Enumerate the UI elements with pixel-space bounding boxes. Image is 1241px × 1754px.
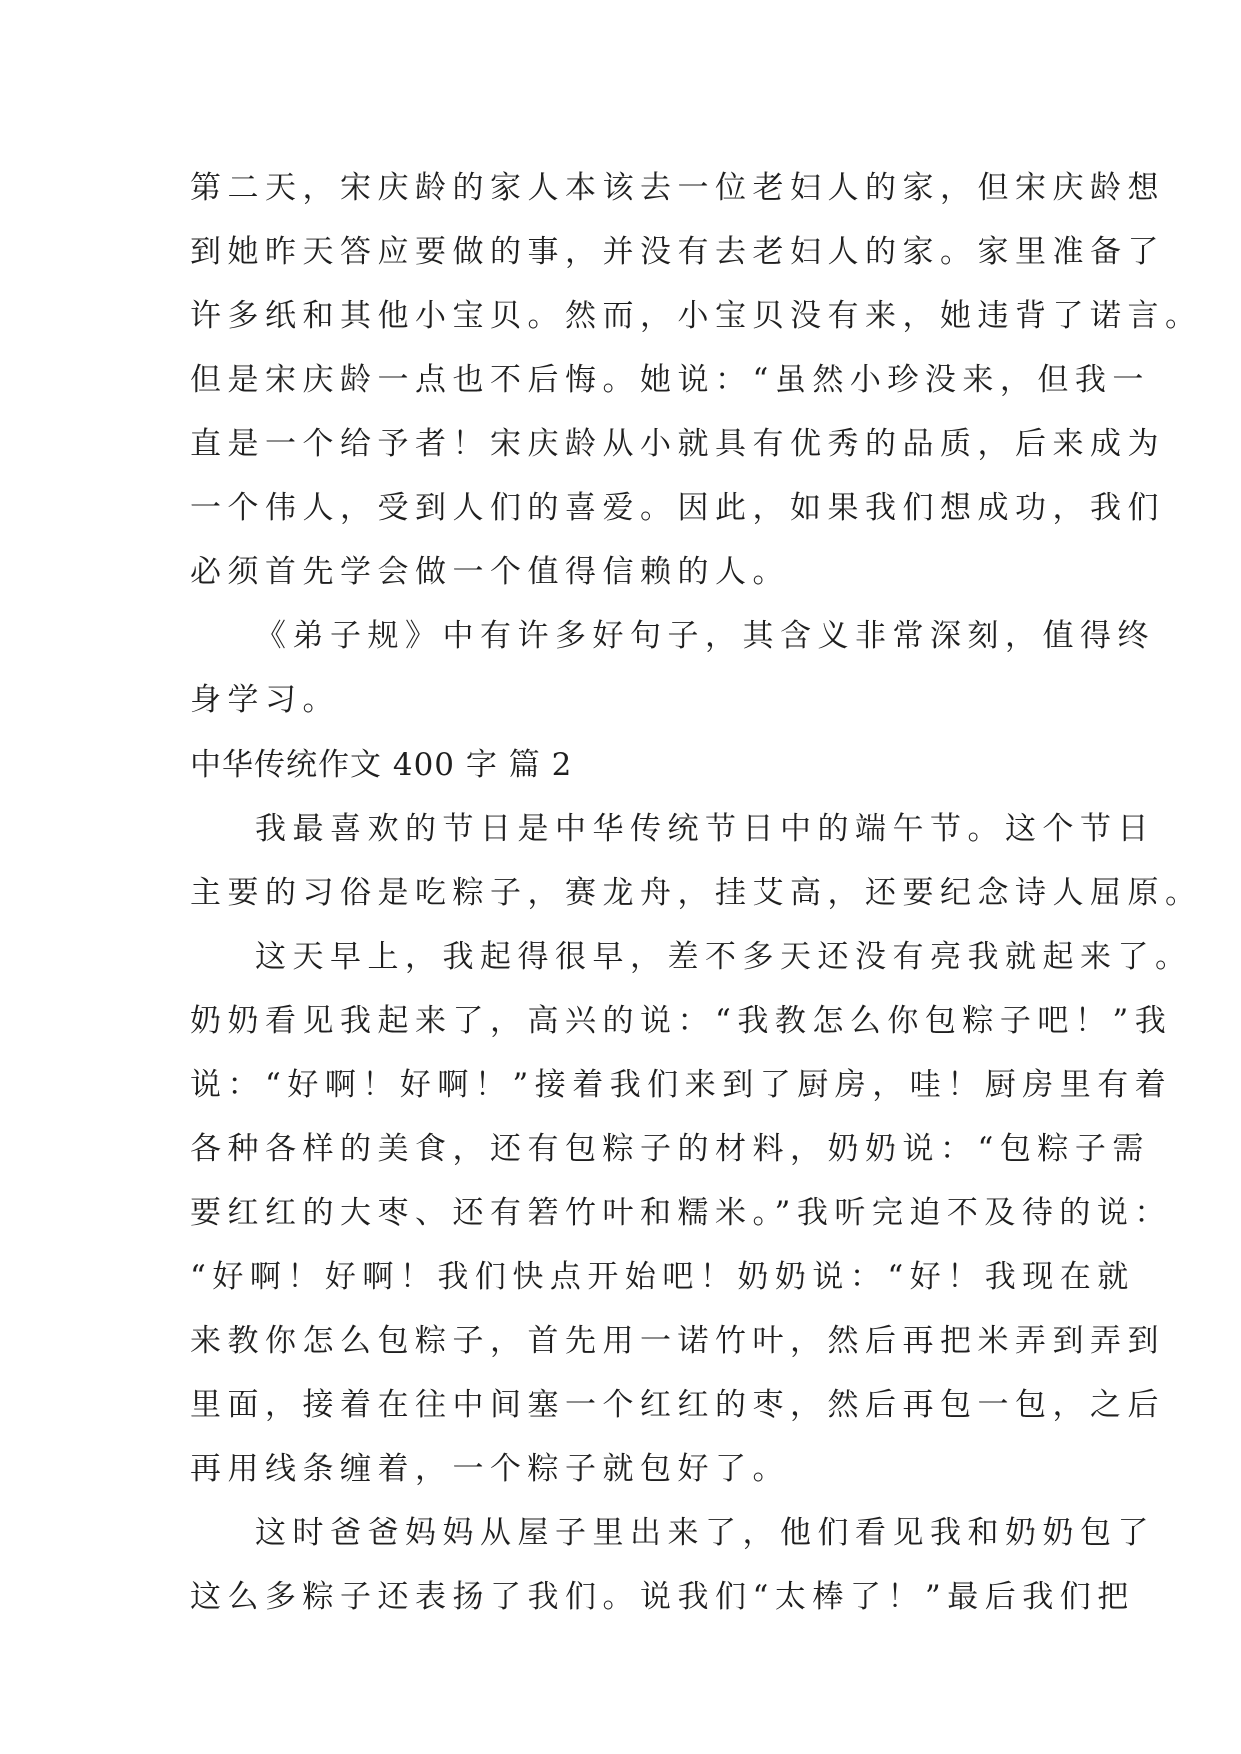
paragraph-line: “好啊！好啊！我们快点开始吧！奶奶说：“好！我现在就 — [190, 1259, 1135, 1295]
paragraph-line: 里面，接着在往中间塞一个红红的枣，然后再包一包，之后 — [190, 1387, 1165, 1423]
paragraph-line: 这么多粽子还表扬了我们。说我们“太棒了！”最后我们把 — [190, 1579, 1135, 1615]
paragraph-line: 直是一个给予者！宋庆龄从小就具有优秀的品质，后来成为 — [190, 426, 1165, 462]
paragraph-line: 来教你怎么包粽子，首先用一诺竹叶，然后再把米弄到弄到 — [190, 1323, 1165, 1359]
paragraph-line: 再用线条缠着，一个粽子就包好了。 — [190, 1451, 790, 1487]
paragraph-line: 到她昨天答应要做的事，并没有去老妇人的家。家里准备了 — [190, 234, 1165, 270]
section-heading: 中华传统作文 400 字 篇 2 — [190, 747, 573, 783]
paragraph-line: 我最喜欢的节日是中华传统节日中的端午节。这个节日 — [255, 811, 1155, 847]
paragraph-line: 要红红的大枣、还有箬竹叶和糯米。”我听完迫不及待的说： — [190, 1195, 1172, 1231]
paragraph-line: 第二天，宋庆龄的家人本该去一位老妇人的家，但宋庆龄想 — [190, 170, 1165, 206]
paragraph-line: 说：“好啊！好啊！”接着我们来到了厨房，哇！厨房里有着 — [190, 1067, 1173, 1103]
paragraph-line: 一个伟人，受到人们的喜爱。因此，如果我们想成功，我们 — [190, 490, 1165, 526]
paragraph-line: 《弟子规》中有许多好句子，其含义非常深刻，值得终 — [255, 618, 1155, 654]
paragraph-line: 奶奶看见我起来了，高兴的说：“我教怎么你包粽子吧！”我 — [190, 1003, 1173, 1039]
paragraph-line: 主要的习俗是吃粽子，赛龙舟，挂艾高，还要纪念诗人屈原。 — [190, 875, 1203, 911]
paragraph-line: 身学习。 — [190, 682, 340, 718]
paragraph-line: 各种各样的美食，还有包粽子的材料，奶奶说：“包粽子需 — [190, 1131, 1150, 1167]
paragraph-line: 这时爸爸妈妈从屋子里出来了，他们看见我和奶奶包了 — [255, 1515, 1155, 1551]
section1-text — [190, 156, 1203, 732]
paragraph-line: 这天早上，我起得很早，差不多天还没有亮我就起来了。 — [255, 939, 1193, 975]
paragraph-line: 必须首先学会做一个值得信赖的人。 — [190, 554, 790, 590]
paragraph-line: 许多纸和其他小宝贝。然而，小宝贝没有来，她违背了诺言。 — [190, 298, 1203, 334]
paragraph-line: 但是宋庆龄一点也不后悔。她说：“虽然小珍没来，但我一 — [190, 362, 1150, 398]
section2-text — [190, 797, 1203, 1629]
